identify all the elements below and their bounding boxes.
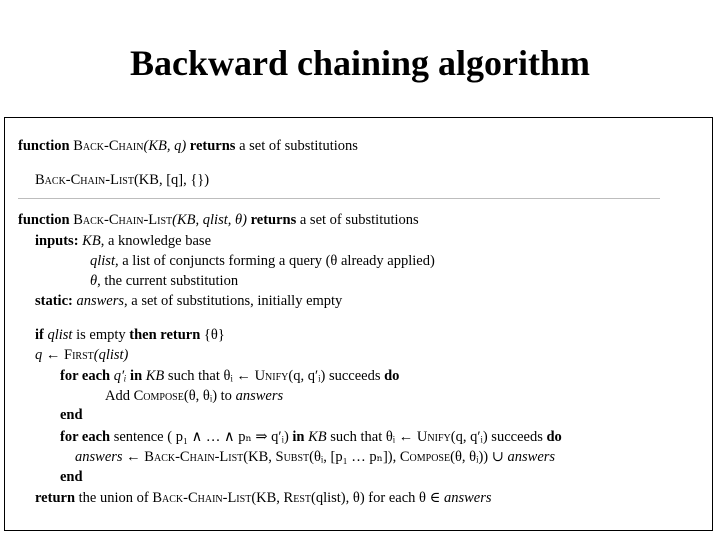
keyword: function <box>18 212 70 228</box>
slide-title: Backward chaining algorithm <box>129 43 591 83</box>
line-input-theta <box>90 272 238 290</box>
text: such that θᵢ ← <box>326 429 417 445</box>
variable: q′ᵢ <box>113 368 127 384</box>
description: , a knowledge base <box>100 233 212 249</box>
line-answers-update <box>75 448 555 466</box>
return-description: a set of substitutions <box>296 212 419 228</box>
function-name: Back-Chain-List <box>35 172 134 188</box>
line-for-each-fact <box>60 367 399 385</box>
keyword: inputs: <box>35 233 79 249</box>
line-return-union <box>35 489 491 507</box>
variable: qlist <box>90 253 115 269</box>
keyword: then return <box>129 327 201 343</box>
function-name: Back-Chain-List <box>144 449 244 465</box>
expression: (q, q′ᵢ) succeeds <box>288 368 385 384</box>
line-back-chain-list-signature <box>18 211 419 229</box>
keyword: do <box>546 429 562 445</box>
variable: θ <box>90 273 98 289</box>
function-args: (KB, [q], {}) <box>133 172 210 188</box>
function-name: Back-Chain-List <box>152 490 252 506</box>
expression: sentence ( p₁ ∧ … ∧ pₙ ⇒ q′ᵢ) <box>110 429 293 445</box>
function-name: Subst <box>275 449 310 465</box>
keyword: in <box>292 429 305 445</box>
text: is empty <box>72 327 130 343</box>
function-args: (KB, q) <box>143 138 187 154</box>
keyword: in <box>130 368 143 384</box>
function-name: Unify <box>254 368 289 384</box>
keyword: end <box>60 469 83 485</box>
line-add-compose <box>105 387 283 405</box>
function-name: Back-Chain <box>73 138 144 154</box>
text: the union of <box>75 490 153 506</box>
keyword: return <box>35 490 76 506</box>
variable: KB <box>308 429 327 445</box>
text: ← <box>122 449 145 465</box>
expression: (KB, <box>243 449 276 465</box>
keyword: static: <box>35 293 73 309</box>
keyword: if <box>35 327 44 343</box>
line-back-chain-signature <box>18 137 358 155</box>
function-name: Compose <box>399 449 451 465</box>
text: such that θᵢ ← <box>164 368 255 384</box>
text: Add <box>105 388 134 404</box>
line-inputs <box>35 232 211 250</box>
function-args: (KB, qlist, θ) <box>172 212 247 228</box>
variable: answers <box>235 388 284 404</box>
keyword: for each <box>60 368 111 384</box>
keyword: returns <box>189 138 236 154</box>
keyword: function <box>18 138 70 154</box>
line-input-qlist <box>90 252 435 270</box>
expression: (θᵢ, [p₁ … pₙ]), <box>309 449 400 465</box>
line-end-1 <box>60 406 83 424</box>
variable: KB <box>82 233 101 249</box>
expression: q ← <box>35 347 64 363</box>
variable: answers <box>443 490 492 506</box>
expression: (qlist) <box>93 347 129 363</box>
variable: answers <box>507 449 556 465</box>
function-name: Back-Chain-List <box>73 212 173 228</box>
line-back-chain-body <box>35 171 209 189</box>
separator-line <box>18 198 660 199</box>
description: , the current substitution <box>97 273 239 289</box>
line-for-each-sentence <box>60 428 562 446</box>
expression: {θ} <box>203 327 225 343</box>
keyword: for each <box>60 429 111 445</box>
description: , a list of conjuncts forming a query (θ already applied) <box>114 253 435 269</box>
expression: (θ, θᵢ)) ∪ <box>450 449 508 465</box>
description: , a set of substitutions, initially empty <box>124 293 343 309</box>
variable: answers <box>75 449 123 465</box>
expression: (qlist), θ) for each θ ∈ <box>311 490 444 506</box>
keyword: returns <box>250 212 297 228</box>
expression: (θ, θᵢ) to <box>183 388 236 404</box>
keyword: do <box>384 368 400 384</box>
variable: qlist <box>47 327 73 343</box>
function-name: Unify <box>416 429 451 445</box>
line-end-2 <box>60 468 83 486</box>
variable: KB <box>145 368 165 384</box>
function-name: Compose <box>133 388 184 404</box>
line-if-empty <box>35 326 225 344</box>
line-first <box>35 346 128 364</box>
line-static <box>35 292 342 310</box>
return-description: a set of substitutions <box>235 138 358 154</box>
expression: (q, q′ᵢ) succeeds <box>450 429 547 445</box>
keyword: end <box>60 407 83 423</box>
variable: answers <box>76 293 125 309</box>
expression: (KB, <box>251 490 284 506</box>
function-name: First <box>64 347 94 363</box>
function-name: Rest <box>283 490 311 506</box>
